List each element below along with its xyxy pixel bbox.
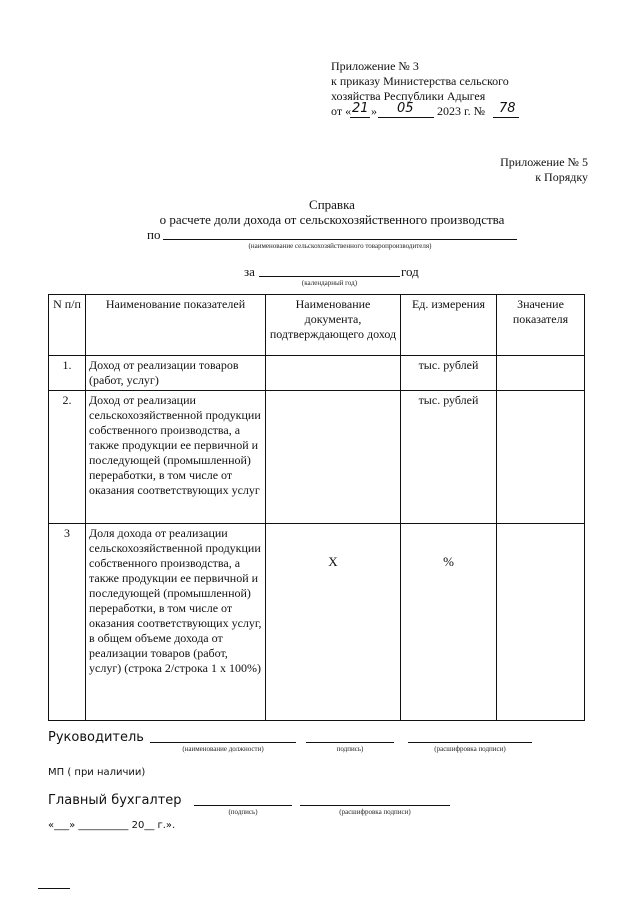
- income-table: [48, 294, 585, 721]
- header-document: Наименование документа, подтверждающего доход: [266, 295, 401, 356]
- date-line: «___» __________ 20__ г.».: [48, 820, 176, 831]
- po-label: по: [147, 227, 161, 242]
- row-document: [266, 356, 401, 391]
- document-subtitle: о расчете доли дохода от сельскохозяйственного производства: [159, 212, 505, 227]
- date-month: 05: [397, 101, 414, 116]
- row-value: [497, 356, 585, 391]
- row-value: [497, 391, 585, 524]
- number-underline: [493, 117, 519, 118]
- stamp-label: МП ( при наличии): [48, 767, 146, 778]
- row-document: X: [266, 524, 401, 721]
- accountant-signature-line: [194, 805, 292, 806]
- year-line: [259, 276, 400, 277]
- accountant-decode-line: [300, 805, 450, 806]
- head-signature-line: [306, 742, 394, 743]
- date-prefix: от «: [331, 104, 352, 118]
- row-value: [497, 524, 585, 721]
- document-title: Справка: [309, 197, 355, 212]
- row-unit: тыс. рублей: [401, 356, 497, 391]
- row-document: [266, 391, 401, 524]
- god-label: год: [401, 264, 419, 279]
- accountant-decode-caption: (расшифровка подписи): [339, 808, 411, 816]
- day-underline: [350, 117, 370, 118]
- table-row: [49, 524, 585, 721]
- head-decode-caption: (расшифровка подписи): [434, 745, 506, 753]
- header-name: Наименование показателей: [86, 295, 266, 356]
- date-year: 2023 г. №: [437, 104, 486, 118]
- head-label: Руководитель: [48, 730, 144, 745]
- head-decode-line: [408, 742, 532, 743]
- appendix5-line1: Приложение № 5: [500, 155, 588, 169]
- appendix3-line2: к приказу Министерства сельского: [331, 74, 509, 88]
- appendix3-line3: хозяйства Республики Адыгея: [331, 89, 486, 103]
- row-num: 1.: [49, 356, 86, 391]
- appendix3-line1: Приложение № 3: [331, 59, 419, 73]
- appendix5-line2: к Порядку: [535, 170, 588, 184]
- table-header-row: [49, 295, 585, 356]
- position-line: [150, 742, 296, 743]
- head-signature-caption: подпись): [336, 745, 364, 753]
- date-day: 21: [352, 101, 369, 116]
- day-suffix: »: [371, 104, 377, 118]
- row-num: 2.: [49, 391, 86, 524]
- row-name: Доля дохода от реализации сельскохозяйственной продукции собственного производства, а также продукции ее первичной и последующей (промышленной) переработки, в том числе от оказания соответствующих услуг, в общем объеме дохода от реализации товаров (работ, услуг) (строка 2/строка 1 х 100%): [86, 524, 266, 721]
- accountant-label: Главный бухгалтер: [48, 793, 182, 808]
- row-unit: тыс. рублей: [401, 391, 497, 524]
- accountant-signature-caption: (подпись): [228, 808, 258, 816]
- producer-name-line: [163, 239, 517, 240]
- table-row: [49, 391, 585, 524]
- row-num: 3: [49, 524, 86, 721]
- producer-caption: (наименование сельскохозяйственного товаропроизводителя): [248, 242, 432, 250]
- row-name: Доход от реализации товаров (работ, услуг): [86, 356, 266, 391]
- header-num: N п/п: [49, 295, 86, 356]
- table-row: [49, 356, 585, 391]
- row-name: Доход от реализации сельскохозяйственной продукции собственного производства, а также продукции ее первичной и последующей (промышленной) переработки, в том числе от оказания соответствующих услуг: [86, 391, 266, 524]
- year-caption: (календарный год): [301, 279, 358, 287]
- header-value: Значение показателя: [497, 295, 585, 356]
- header-unit: Ед. измерения: [401, 295, 497, 356]
- appendix3-date-line: [331, 101, 531, 120]
- row-unit: %: [401, 524, 497, 721]
- footnote-separator: [38, 888, 70, 889]
- month-underline: [378, 117, 434, 118]
- order-number: 78: [499, 101, 516, 116]
- za-label: за: [244, 264, 255, 279]
- position-caption: (наименование должности): [182, 745, 264, 753]
